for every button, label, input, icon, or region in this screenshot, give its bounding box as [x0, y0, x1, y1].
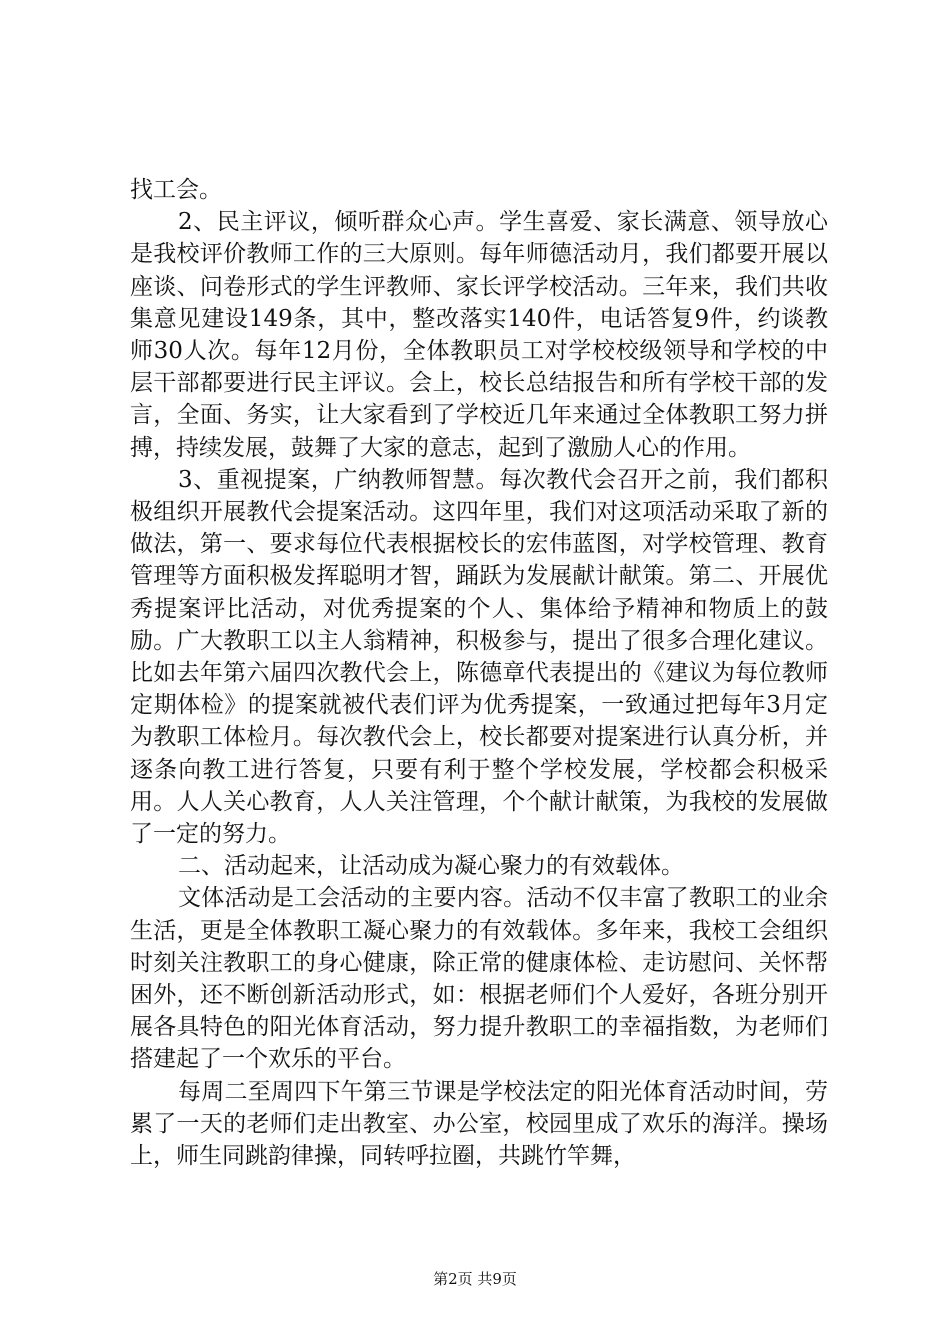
section-heading-activities: 二、活动起来，让活动成为凝心聚力的有效载体。 — [178, 853, 684, 880]
paragraph-proposals: 3、重视提案，广纳教师智慧。每次教代会召开之前，我们都积极组织开展教代会提案活动。这四年里，我们对这项活动采取了新的做法，第一、要求每位代表根据校长的宏伟蓝图，对学校管理、教育管理等方面积极发挥聪明才智，踊跃为发展献计献策。第二、开展优秀提案评比活动，对优秀提案的个人、集体给予精神和物质上的鼓励。广大教职工以主人翁精神，积极参与，提出了很多合理化建议。比如去年第六届四次教代会上，陈德章代表提出的《建议为每位教师定期体检》的提案就被代表们评为优秀提案，一致通过把每年3月定为教职工体检月。每次教代会上，校长都要对提案进行认真分析，并逐条向教工进行答复，只要有利于整个学校发展，学校都会积极采用。人人关心教育，人人关注管理，个个献计献策，为我校的发展做了一定的努力。 — [130, 466, 828, 848]
document-body — [130, 174, 828, 1172]
paragraph-democratic-evaluation: 2、民主评议，倾听群众心声。学生喜爱、家长满意、领导放心是我校评价教师工作的三大原则。每年师德活动月，我们都要开展以座谈、问卷形式的学生评教师、家长评学校活动。三年来，我们共收集意见建设149条，其中，整改落实140件，电话答复9件，约谈教师30人次。每年12月份，全体教职员工对学校校级领导和学校的中层干部都要进行民主评议。会上，校长总结报告和所有学校干部的发言，全面、务实，让大家看到了学校近几年来通过全体教职工努力拼搏，持续发展，鼓舞了大家的意志，起到了激励人心的作用。 — [130, 209, 828, 461]
paragraph-cultural-sports: 文体活动是工会活动的主要内容。活动不仅丰富了教职工的业余生活，更是全体教职工凝心聚力的有效载体。多年来，我校工会组织时刻关注教职工的身心健康，除正常的健康体检、走访慰问、关怀帮困外，还不断创新活动形式，如：根据老师们个人爱好，各班分别开展各具特色的阳光体育活动，努力提升教职工的幸福指数，为老师们搭建起了一个欢乐的平台。 — [130, 885, 828, 1073]
paragraph-continuation: 找工会。 — [130, 177, 222, 203]
page-number-footer: 第2页 共9页 — [433, 1270, 517, 1288]
paragraph-sunshine-sports: 每周二至周四下午第三节课是学校法定的阳光体育活动时间，劳累了一天的老师们走出教室、办公室，校园里成了欢乐的海洋。操场上，师生同跳韵律操，同转呼拉圈，共跳竹竿舞， — [130, 1078, 828, 1170]
